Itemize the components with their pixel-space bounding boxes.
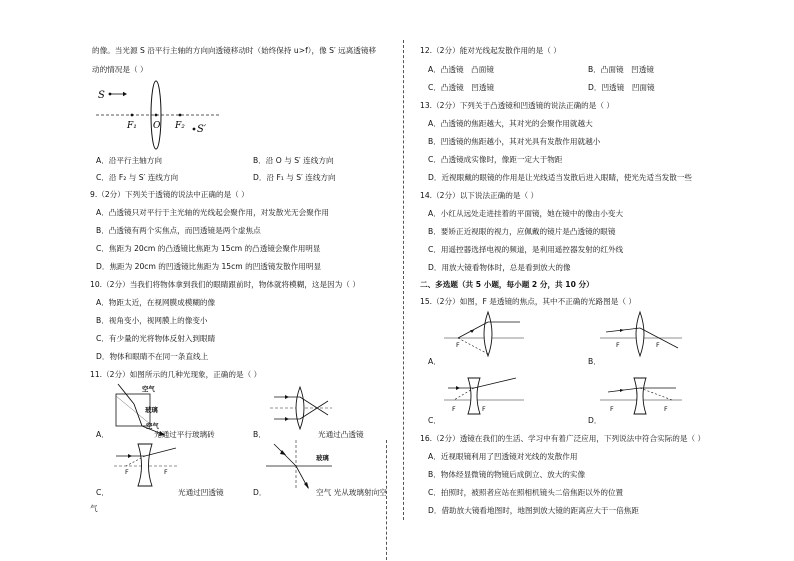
- q9-option-c: C．焦距为 20cm 的凸透镜比焦距为 15cm 的凸透镜会聚作用明显: [96, 244, 321, 253]
- column-divider: [403, 40, 404, 520]
- q11-option-d-letter: D．: [253, 488, 267, 497]
- q15-c-focus-right: F: [482, 405, 486, 413]
- label-s: S: [98, 90, 105, 101]
- q13-option-c: C．凸透镜成实像时，像距一定大于物距: [428, 155, 563, 164]
- q14-option-a: A．小红从远处走进挂着的平面镜，她在镜中的像由小变大: [428, 209, 624, 218]
- q10-option-c: C．有少量的光将物体反射入到眼睛: [96, 334, 216, 343]
- q14-option-c: C．用遥控器选择电视的频道，是利用遥控器发射的红外线: [428, 245, 624, 254]
- q15-c-focus-left: F: [452, 405, 456, 413]
- q8-option-a: A．沿平行主轴方向: [96, 156, 162, 165]
- section-multiple-choice-heading: 二、多选题（共 5 小题，每小题 2 分，共 10 分）: [420, 280, 594, 289]
- q15-stem: 15.（2分）如图，F 是透镜的焦点，其中不正确的光路图是（ ）: [420, 297, 636, 306]
- q15-d-focus-left: F: [610, 405, 614, 413]
- q15-option-d-letter: D．: [588, 416, 602, 425]
- q11-option-b-caption: 光通过凸透镜: [318, 430, 364, 439]
- q16-option-d: D．借助放大镜看地图时，地图到放大镜的距离应大于一倍焦距: [428, 506, 639, 515]
- label-f2: F₂: [175, 121, 185, 131]
- q13-option-a: A．凸透镜的焦距越大，其对光的会聚作用就越大: [428, 119, 593, 128]
- q9-stem: 9.（2分）下列关于透镜的说法中正确的是（ ）: [90, 190, 249, 199]
- label-f1: F₁: [127, 121, 137, 131]
- q11-option-a-caption: 光通过平行玻璃砖: [154, 430, 215, 439]
- q11-c-focus-right: F: [164, 468, 168, 476]
- q12-option-a: A．凸透镜 凸面镜: [428, 65, 494, 74]
- q10-option-a: A．物距太近，在视网膜成模糊的像: [96, 298, 216, 307]
- q11-d-glass-label: 玻璃: [316, 454, 329, 462]
- q16-option-b: B．物体经显微镜的物镜后成倒立、放大的实像: [428, 470, 586, 479]
- q8-option-b: B．沿 O 与 S′ 连线方向: [253, 156, 334, 165]
- q9-option-d: D．焦距为 20cm 的凹透镜比焦距为 15cm 的凹透镜发散作用明显: [96, 262, 322, 271]
- q11-option-c-caption: 光通过凹透镜: [178, 488, 224, 497]
- q11-option-b-letter: B．: [253, 430, 266, 439]
- q12-stem: 12.（2分）能对光线起发散作用的是（ ）: [420, 46, 561, 55]
- q8-stem-line2: 动的情况是（ ）: [92, 65, 148, 74]
- q16-option-c: C．拍照时，被照者应站在照相机镜头二倍焦距以外的位置: [428, 488, 624, 497]
- q14-stem: 14.（2分）以下说法正确的是（ ）: [420, 191, 539, 200]
- q15-figure-b: [600, 308, 682, 358]
- q8-stem-line1: 的像。当光源 S 沿平行主轴的方向向透镜移动时（始终保持 u>f），像 S′ 远离透镜移: [92, 46, 377, 55]
- q9-option-b: B．凸透镜有两个实焦点，而凹透镜是两个虚焦点: [96, 226, 261, 235]
- q11-option-a-letter: A．: [96, 430, 109, 439]
- q11-figure-b-convex-lens: [270, 385, 334, 431]
- q10-option-b: B．视角变小，视网膜上的像变小: [96, 316, 208, 325]
- q11-a-glass-label: 玻璃: [145, 406, 158, 414]
- fold-line: [386, 440, 387, 560]
- q15-figure-a: [444, 308, 524, 358]
- q11-stem: 11.（2分）如图所示的几种光现象，正确的是（ ）: [90, 370, 262, 379]
- q12-option-c: C．凸透镜 凹透镜: [428, 83, 495, 92]
- q13-option-d: D．近视眼戴的眼镜的作用是让光线适当发散后进入眼睛，使光先适当发散一些: [428, 173, 693, 182]
- q8-option-c: C．沿 F₂ 与 S′ 连线方向: [96, 173, 179, 182]
- q15-d-focus-right: F: [664, 405, 668, 413]
- q16-stem: 16.（2分）透镜在我们的生活、学习中有着广泛应用，下列说法中符合实际的是（ ）: [420, 434, 706, 443]
- q11-figure-d-glass-to-air: [266, 440, 332, 490]
- q13-option-b: B．凹透镜的焦距越小，其对光具有发散作用就越小: [428, 137, 601, 146]
- q14-option-b: B．要矫正近视眼的视力，应佩戴的镜片是凸透镜的眼镜: [428, 227, 616, 236]
- q15-option-b-letter: B．: [588, 357, 601, 366]
- q11-a-air-bottom-label: 空气: [146, 422, 159, 430]
- q11-option-c-letter: C．: [96, 488, 109, 497]
- label-s-prime: S′: [197, 124, 207, 135]
- q8-option-d: D．沿 F₁ 与 S′ 连线方向: [253, 173, 336, 182]
- source-s-point: [109, 93, 112, 96]
- q15-b-focus-left: F: [616, 341, 620, 349]
- q15-option-a-letter: A．: [428, 357, 441, 366]
- q11-a-air-top-label: 空气: [142, 385, 155, 393]
- q15-b-focus-right: F: [656, 341, 660, 349]
- q14-option-d: D．用放大镜看物体时，总是看到放大的像: [428, 263, 571, 272]
- q13-stem: 13.（2分）下列关于凸透镜和凹透镜的说法正确的是（ ）: [420, 101, 614, 110]
- q11-option-d-caption: 空气 光从玻璃射向空: [316, 488, 387, 497]
- q9-option-a: A．凸透镜只对平行于主光轴的光线起会聚作用，对发散光无会聚作用: [96, 208, 330, 217]
- q16-option-a: A．近视眼镜利用了凹透镜对光线的发散作用: [428, 452, 578, 461]
- q15-option-c-letter: C．: [428, 416, 441, 425]
- q15-a-focus-label: F: [456, 341, 460, 349]
- q12-option-d: D．凹透镜 凹面镜: [588, 83, 655, 92]
- q11-figure-c-concave-lens: [112, 442, 180, 488]
- q8-lens-figure: [94, 80, 224, 152]
- q10-option-d: D．物体和眼睛不在同一条直线上: [96, 352, 209, 361]
- image-s-prime-point: [193, 128, 196, 131]
- q12-option-b: B．凸面镜 凹透镜: [588, 65, 654, 74]
- q11-c-focus-left: F: [125, 468, 129, 476]
- q10-stem: 10.（2分）当我们将物体拿到我们的眼睛跟前时，物体就将模糊，这是因为（ ）: [90, 280, 360, 289]
- q11-option-d-caption-cont: 气: [90, 504, 98, 513]
- label-o: O: [153, 121, 161, 131]
